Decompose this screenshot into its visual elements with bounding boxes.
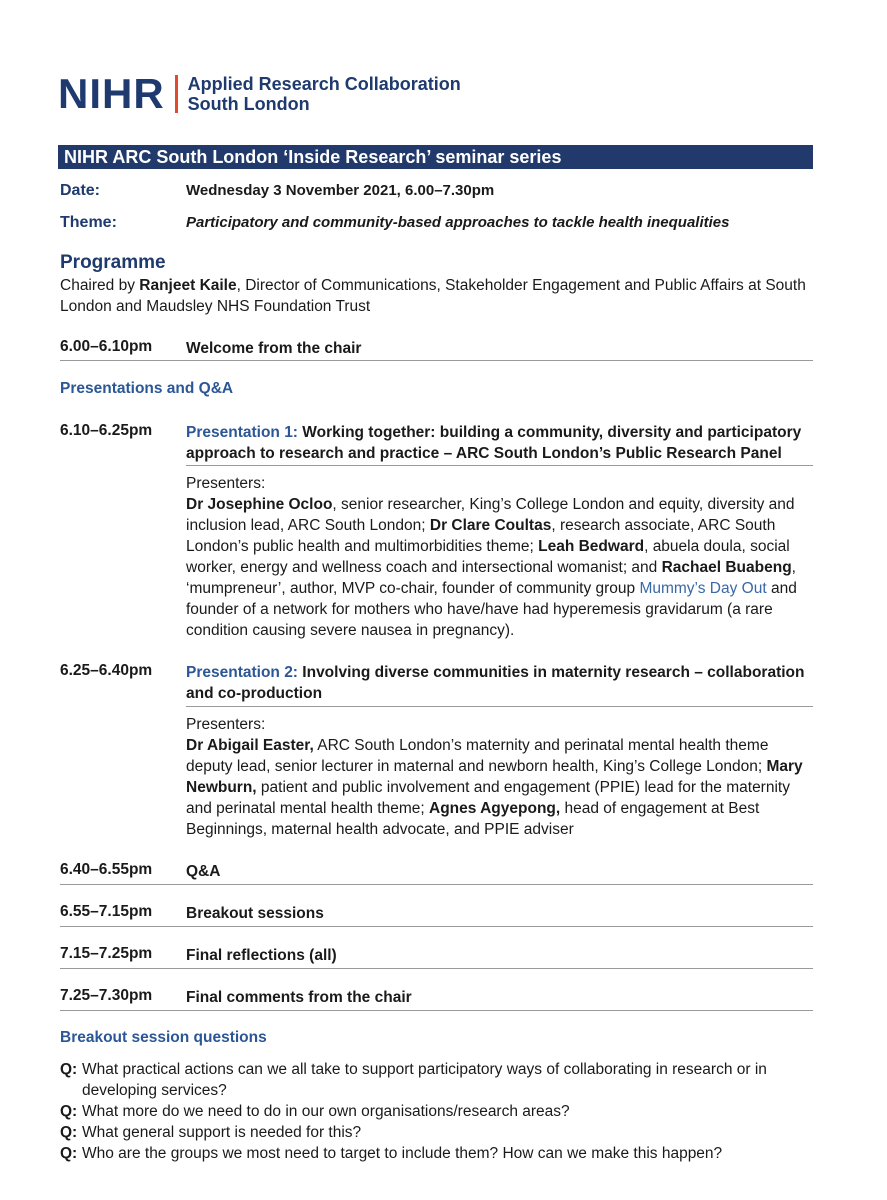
question-key: Q:	[60, 1124, 78, 1141]
presentation-2-title-text: Involving diverse communities in maternity research – collaboration and co-production	[186, 664, 805, 702]
presenter-role: ARC South London’s maternity and perinatal mental health theme deputy lead, senior lecturer in maternal and newborn health, King’s College London;	[186, 737, 769, 775]
qa-time: 6.40–6.55pm	[60, 861, 153, 878]
question-text: What practical actions can we all take to support participatory ways of collaborating in research or in developing services?	[82, 1061, 767, 1099]
presenter-name: Dr Abigail Easter,	[186, 737, 314, 754]
mummys-day-out-link[interactable]: Mummy’s Day Out	[639, 580, 767, 597]
presentation-2-time: 6.25–6.40pm	[60, 662, 153, 679]
divider	[186, 465, 813, 466]
question-text: What more do we need to do in our own organisations/research areas?	[82, 1103, 570, 1120]
question-text: Who are the groups we most need to target to include them? How can we make this happen?	[82, 1145, 723, 1162]
question-item	[60, 1059, 820, 1101]
theme-label: Theme:	[60, 214, 117, 231]
qa-title: Q&A	[186, 863, 221, 880]
presentation-1-presenters	[186, 473, 816, 641]
presenter-name: Agnes Agyepong,	[429, 800, 561, 817]
presenter-role: , research associate, ARC South London’s public health and multimorbidities theme;	[186, 517, 776, 555]
divider	[186, 706, 813, 707]
series-banner: NIHR ARC South London ‘Inside Research’ seminar series	[58, 145, 813, 169]
closing-time: 7.25–7.30pm	[60, 987, 153, 1004]
question-item	[60, 1143, 820, 1164]
presenter-role: , senior researcher, King’s College London and equity, diversity and inclusion lead, ARC South London;	[186, 496, 795, 534]
presenters-list	[186, 494, 816, 641]
breakout-questions-heading: Breakout session questions	[60, 1029, 267, 1046]
presenter-role: , abuela doula, social worker, energy and wellness coach and intersectional womanist; and	[186, 538, 790, 576]
presenter-name: Dr Clare Coultas	[429, 517, 552, 534]
chaired-by	[60, 275, 820, 317]
nihr-logo	[58, 70, 461, 118]
theme-value: Participatory and community-based approaches to tackle health inequalities	[186, 214, 730, 231]
presentation-1-title-text: Working together: building a community, diversity and participatory approach to research and practice – ARC South London’s Public Research Panel	[186, 424, 802, 462]
question-text: What general support is needed for this?	[82, 1124, 362, 1141]
question-key: Q:	[60, 1145, 78, 1162]
date-value: Wednesday 3 November 2021, 6.00–7.30pm	[186, 182, 495, 199]
breakout-time: 6.55–7.15pm	[60, 903, 153, 920]
divider	[60, 1010, 813, 1011]
final-reflections-title: Final reflections (all)	[186, 947, 337, 964]
divider	[60, 968, 813, 969]
divider	[60, 926, 813, 927]
question-key: Q:	[60, 1103, 78, 1120]
breakout-questions	[60, 1059, 820, 1164]
presenter-role: patient and public involvement and engagement (PPIE) lead for the maternity and perinatal mental health theme;	[186, 779, 790, 817]
presentation-2-presenters	[186, 714, 816, 840]
chaired-suffix: , Director of Communications, Stakeholder Engagement and Public Affairs at South London and Maudsley NHS Foundation Trust	[60, 277, 806, 315]
welcome-time: 6.00–6.10pm	[60, 338, 153, 355]
divider	[60, 360, 813, 361]
presentation-2-title	[186, 662, 816, 704]
presenters-list	[186, 735, 816, 840]
chaired-prefix: Chaired by	[60, 277, 140, 294]
question-item	[60, 1101, 820, 1122]
logo-line-2: South London	[187, 94, 310, 114]
presenter-role: , ‘mumpreneur’, author, MVP co-chair, founder of community group	[186, 559, 796, 597]
chair-name: Ranjeet Kaile	[139, 277, 237, 294]
presenter-name: Mary Newburn,	[186, 758, 803, 796]
presenter-name: Rachael Buabeng	[661, 559, 792, 576]
final-reflections-time: 7.15–7.25pm	[60, 945, 153, 962]
divider	[60, 884, 813, 885]
presenter-role: and founder of a network for mothers who have/have had hyperemesis gravidarum (a rare condition causing severe nausea in pregnancy).	[186, 580, 797, 639]
presentation-2-label: Presentation 2:	[186, 664, 298, 681]
presenter-name: Dr Josephine Ocloo	[186, 496, 333, 513]
logo-line-1: Applied Research Collaboration	[187, 74, 461, 94]
programme-title: Programme	[60, 252, 166, 273]
logo-text	[188, 74, 461, 114]
presentation-1-label: Presentation 1:	[186, 424, 298, 441]
logo-divider	[175, 75, 178, 113]
date-label: Date:	[60, 182, 101, 199]
welcome-title: Welcome from the chair	[186, 340, 362, 357]
question-key: Q:	[60, 1061, 78, 1078]
presenter-role: head of engagement at Best Beginnings, maternal health advocate, and PPIE adviser	[186, 800, 760, 838]
presenters-label: Presenters:	[186, 716, 266, 733]
question-item	[60, 1122, 820, 1143]
presentation-1-time: 6.10–6.25pm	[60, 422, 153, 439]
closing-title: Final comments from the chair	[186, 989, 412, 1006]
logo-brand: NIHR	[58, 70, 165, 117]
presenter-name: Leah Bedward	[538, 538, 645, 555]
breakout-title: Breakout sessions	[186, 905, 324, 922]
presentation-1-title	[186, 422, 816, 464]
presentations-heading: Presentations and Q&A	[60, 380, 234, 397]
presenters-label: Presenters:	[186, 475, 266, 492]
